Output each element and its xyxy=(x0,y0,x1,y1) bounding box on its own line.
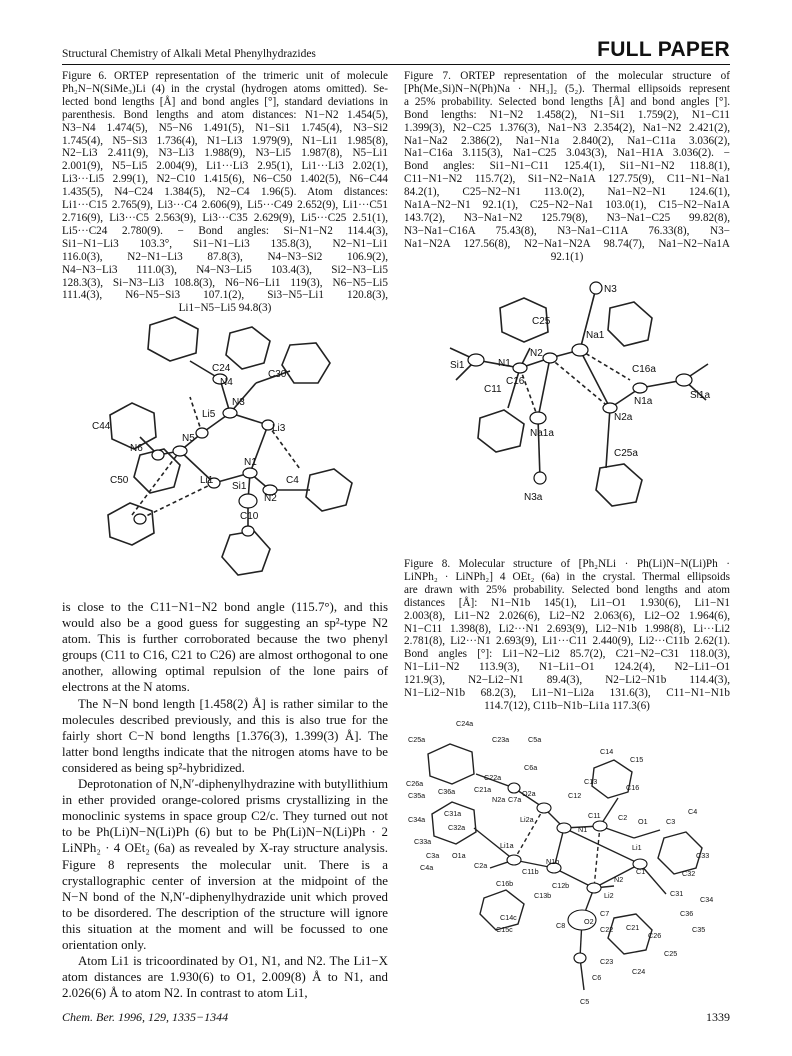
f8-label-c2a: C2a xyxy=(474,861,488,870)
f8-label-c4a: C4a xyxy=(420,863,434,872)
f8-label-c5a: C5a xyxy=(528,735,542,744)
figure8-caption-line: LiNPh₂ · LiNPh₂] 4 OEt₂ (6a) in the crystal. Thermal ellipsoids xyxy=(404,570,730,583)
figure8-caption-line: 121.9(3), N2−Li2−N1 89.4(3), N2−Li2−N1b 114.4(3), xyxy=(404,674,730,687)
f8-label-c22a: C22a xyxy=(484,773,502,782)
f8-label-n1: N1 xyxy=(578,825,588,834)
f8-label-c14: C14 xyxy=(600,747,614,756)
f8-label-c34a: C34a xyxy=(408,815,426,824)
f8-label-c2: C2 xyxy=(618,813,628,822)
f7-label-na1a: Na1a xyxy=(530,428,554,439)
figure8-caption-line: N1−Li2−N1b 68.2(3), Li1−N1−Li2a 131.6(3), C11−N1−N1b xyxy=(404,687,730,700)
f8-label-c21: C21 xyxy=(626,923,640,932)
f6-label-n1: N1 xyxy=(244,457,257,468)
f7-label-c16a: C16a xyxy=(632,364,656,375)
f8-label-c23a: C23a xyxy=(492,735,510,744)
f6-label-n6: N6 xyxy=(130,443,143,454)
figure6-caption-line: 116.0(3), N2−N1−Li3 87.8(3), N4−N3−Si2 106.9(2), xyxy=(62,250,388,263)
figure7-caption-line: C11−N1−N2 115.7(2), Si1−N2−Na1A 127.75(9), C11−N1−Na1 xyxy=(404,173,730,186)
f8-label-c15c: C15c xyxy=(496,925,513,934)
figure7-caption-line: Na1−Na2 2.386(2), Na1−N1a 2.840(2), Na1−C11a 3.036(2), xyxy=(404,134,730,147)
f8-label-c7a: C7a xyxy=(508,795,522,804)
f8-label-c1: C1 xyxy=(636,867,646,876)
f8-label-n2: N2 xyxy=(614,875,624,884)
figure6-caption-line: 2.001(9), N5−Li5 2.004(9), Li1···Li3 2.95(1), Li1···Li3 2.02(1), xyxy=(62,160,388,173)
figure7-caption-line: a 25% probability. Selected bond lengths [Å] and bond angles [°]. xyxy=(404,95,730,108)
f8-label-c22: C22 xyxy=(600,925,614,934)
figure8-caption-line: Figure 8. Molecular structure of [Ph₂NLi · Ph(Li)N−N(Li)Ph · xyxy=(404,558,730,570)
figure6-caption xyxy=(62,70,388,315)
f8-label-o1a: O1a xyxy=(452,851,466,860)
f7-label-na1: Na1 xyxy=(586,330,605,341)
f8-label-c36: C36 xyxy=(680,909,694,918)
f7-label-c25a: C25a xyxy=(614,448,638,459)
figure6-caption-line: Li1···C15 2.765(9), Li3···C4 2.606(9), Li5···C49 2.652(9), Li1···C51 xyxy=(62,199,388,212)
f8-label-c36a: C36a xyxy=(438,787,456,796)
figure8-molecular-structure xyxy=(404,718,730,1008)
f8-label-c25a: C25a xyxy=(408,735,426,744)
figure7-caption-line: 1.399(3), N2−C25 1.376(3), Na1−N3 2.354(2), Na1−N2 2.421(2), xyxy=(404,121,730,134)
figure8-caption-last-line: 114.7(12), C11b−N1b−Li1a 117.3(6) xyxy=(484,699,650,712)
f6-label-li3: Li3 xyxy=(272,423,286,434)
figure8-caption-line: 2.781(8), Li2···N1 2.693(9), Li1···C11 2.440(9), Li2···C11b 2.62(1). xyxy=(404,635,730,648)
f8-label-c12b: C12b xyxy=(552,881,570,890)
f7-label-n2: N2 xyxy=(530,348,543,359)
f8-label-c33a: C33a xyxy=(414,837,432,846)
f8-label-li2: Li2 xyxy=(604,891,614,900)
f8-label-c33: C33 xyxy=(696,851,710,860)
f8-label-c24a: C24a xyxy=(456,719,474,728)
f7-label-n1: N1 xyxy=(498,358,511,369)
f6-label-n5: N5 xyxy=(182,433,195,444)
f6-label-n2: N2 xyxy=(264,493,277,504)
figure6-caption-line: N3−N4 1.474(5), N5−N6 1.491(5), N1−Si1 1.745(4), N3−Si2 xyxy=(62,121,388,134)
f6-label-n4: N4 xyxy=(220,377,233,388)
page-number: 1339 xyxy=(706,1010,730,1024)
f6-label-si1: Si1 xyxy=(232,481,247,492)
figure7-caption-line: Na1−N2A 127.56(8), N2−Na1−N2A 98.74(7), Na1−N2−Na1A xyxy=(404,237,730,250)
figure7-caption-line: Bond angles: Si1−N1−C11 125.4(1), Si1−N1−N2 118.8(1), xyxy=(404,160,730,173)
f8-label-c16: C16 xyxy=(626,783,640,792)
f8-label-c31: C31 xyxy=(670,889,684,898)
f8-label-li1a: Li1a xyxy=(500,841,514,850)
f8-label-c24: C24 xyxy=(632,967,646,976)
figure6-caption-line: 2.716(9), Li3···C5 2.563(9), Li3···C35 2.629(9), Li5···C25 2.51(1), xyxy=(62,211,388,224)
f8-label-c11b: C11b xyxy=(522,867,539,876)
figure6-caption-line: 1.745(4), N5−Si3 1.736(4), N1−Li3 1.979(9), N1−Li1 1.985(8), xyxy=(62,134,388,147)
figure6-caption-line: parenthesis. Bond lengths and atom distances: N1−N2 1.454(5), xyxy=(62,108,388,121)
f6-label-c50: C50 xyxy=(110,475,129,486)
f8-label-c32a: C32a xyxy=(448,823,466,832)
f8-label-c31a: C31a xyxy=(444,809,462,818)
f6-label-c4: C4 xyxy=(286,475,299,486)
f8-label-c21a: C21a xyxy=(474,785,492,794)
f8-label-c7: C7 xyxy=(600,909,610,918)
f6-label-c24: C24 xyxy=(212,363,231,374)
header-rule xyxy=(62,64,730,65)
figure7-caption-line: N3−Na1−C16A 75.43(8), N3−Na1−C11A 76.33(8), N3− xyxy=(404,224,730,237)
figure8-caption xyxy=(404,558,730,713)
body-paragraph: is close to the C11−N1−N2 bond angle (115.7°), and this would also be a good guess for suggesting an sp²-type N2 atom. This is further corroborated because the two phenyl groups (C11 to C16, C21 to C26) are almost orthogonal to one another, allowing optimal repulsion of the lone pairs of electrons at the N atoms. xyxy=(62,600,388,695)
f7-label-si1a: Si1a xyxy=(690,390,711,401)
f8-label-c15: C15 xyxy=(630,755,644,764)
f8-label-c11: C11 xyxy=(588,811,601,820)
figure8-caption-line: 2.003(8), Li1−N2 2.026(6), Li2−N2 2.063(6), Li2−O2 1.964(6), xyxy=(404,609,730,622)
figure7-caption-line: Bond lengths: N1−N2 1.458(2), N1−Si1 1.759(2), N1−C11 xyxy=(404,108,730,121)
f8-label-n1b: N1b xyxy=(546,857,560,866)
f8-label-li2a: Li2a xyxy=(520,815,534,824)
section-label: FULL PAPER xyxy=(597,38,730,61)
f7-label-c16: C16 xyxy=(506,376,525,387)
f8-label-c35a: C35a xyxy=(408,791,426,800)
f8-label-c16b: C16b xyxy=(496,879,514,888)
figure7-caption-line: Na1−C16a 3.115(3), Na1−C25 3.043(3), Na1−H1A 3.036(2). − xyxy=(404,147,730,160)
body-paragraph: Atom Li1 is tricoordinated by O1, N1, and N2. The Li1−X atom distances are 1.930(6) to O1, 2.009(8) Å to N1, and 2.026(6) Å to atom N2. In contrast to atom Li1, xyxy=(62,954,388,1001)
body-paragraph: The N−N bond length [1.458(2) Å] is rather similar to the molecules described previously, and this is also true for the fairly short C−N bond lengths [1.376(3), 1.399(3) Å]. The latter bond lengths indicate that the nitrogen atoms have to be considered as being sp²-hybridized. xyxy=(62,696,388,775)
f8-label-o2a: O2a xyxy=(522,789,536,798)
f7-label-c25: C25 xyxy=(532,316,551,327)
f8-label-c8: C8 xyxy=(556,921,566,930)
figure6-caption-line: 1.435(5), N4−C24 1.384(5), N2−C4 1.96(5). Atom distances: xyxy=(62,186,388,199)
figure6-caption-line: Li3···Li5 2.99(1), N2−C10 1.415(6), N6−C50 1.402(5), N6−C44 xyxy=(62,173,388,186)
running-title: Structural Chemistry of Alkali Metal Phenylhydrazides xyxy=(62,48,316,60)
body-paragraph: Deprotonation of N,N′-diphenylhydrazine with butyllithium in ether provided orange-colored prisms crystallizing in the monoclinic systems in space group C2/c. They turned out not to be Ph(Li)N−N(Li)Ph (6) but to be Ph(Li)N−N(Li)Ph · 2 LiNPh₂ · 4 OEt₂ (6a) as revealed by X-ray structure analysis. Figure 8 represents the molecular unit. There is a crystallographic center of inversion at the midpoint of the N−N bond of the N,N′-diphenylhydrazide unit which proved to be disordered. The description of the structure will ignore this situation at the moment and will be focussed to one orientation only. xyxy=(62,777,388,952)
f8-label-c5: C5 xyxy=(580,997,590,1006)
f8-label-c32: C32 xyxy=(682,869,696,878)
f7-label-si1: Si1 xyxy=(450,360,465,371)
f7-label-n3a: N3a xyxy=(524,492,543,503)
figure6-caption-last-line: Li1−N5−Li5 94.8(3) xyxy=(178,302,272,315)
figure8-caption-line: Bond angles [°]: Li1−N2−Li2 85.7(2), C21−N2−C31 118.0(3), xyxy=(404,648,730,661)
f8-label-c26a: C26a xyxy=(406,779,424,788)
figure6-caption-line: 111.4(3), N6−N5−Si3 107.1(2), Si3−N5−Li1 120.8(3), xyxy=(62,289,388,302)
f8-label-c12: C12 xyxy=(568,791,582,800)
f8-label-c6a: C6a xyxy=(524,763,538,772)
figure8-caption-line: N1−C11 1.398(8), Li2···N1 2.693(9), Li2−N1b 1.998(8), Li···Li2 xyxy=(404,622,730,635)
f8-label-c3a: C3a xyxy=(426,851,440,860)
f7-label-n2a: N2a xyxy=(614,412,633,423)
figure7-caption-last-line: 92.1(1) xyxy=(550,250,584,263)
f8-label-li1: Li1 xyxy=(632,843,642,852)
f8-label-c35: C35 xyxy=(692,925,706,934)
figure7-caption-line: 84.2(1), C25−N2−N1 113.0(2), Na1−N2−N1 124.6(1), xyxy=(404,186,730,199)
f8-label-c4: C4 xyxy=(688,807,698,816)
figure8-caption-line: are drawn with 25% probability. Selected bond lengths and atom xyxy=(404,583,730,596)
f8-label-c23: C23 xyxy=(600,957,614,966)
f8-label-c14c: C14c xyxy=(500,913,517,922)
figure7-caption xyxy=(404,70,730,264)
figure6-caption-line: 128.3(3), Si−N3−Li3 108.8(3), N6−N6−Li1 119(3), N6−N5−Li5 xyxy=(62,276,388,289)
f7-label-n3: N3 xyxy=(604,284,617,295)
f7-label-n1a: N1a xyxy=(634,396,653,407)
f8-label-c3: C3 xyxy=(666,817,676,826)
f8-label-o1: O1 xyxy=(638,817,648,826)
f6-label-c44: C44 xyxy=(92,421,111,432)
f6-label-li1: Li1 xyxy=(200,475,214,486)
f8-label-c13: C13 xyxy=(584,777,598,786)
f8-label-c25: C25 xyxy=(664,949,678,958)
figure6-caption-line: Ph₂N−N(SiMe₃)Li (4) in the crystal (hydrogen atoms omitted). Se- xyxy=(62,82,388,95)
journal-citation: Chem. Ber. 1996, 129, 1335−1344 xyxy=(62,1010,229,1024)
f6-label-c10: C10 xyxy=(240,511,259,522)
f8-label-c13b: C13b xyxy=(534,891,552,900)
f8-label-c34: C34 xyxy=(700,895,714,904)
f6-label-li5: Li5 xyxy=(202,409,216,420)
figure6-caption-line: N2−Li3 2.411(9), N3−Li3 1.988(9), N3−Li5 1.987(8), N5−Li1 xyxy=(62,147,388,160)
f8-label-c6: C6 xyxy=(592,973,602,982)
body-text-column xyxy=(62,599,388,1001)
f6-label-c30: C30 xyxy=(268,369,287,380)
f8-label-o2: O2 xyxy=(584,917,594,926)
f8-label-c26: C26 xyxy=(648,931,662,940)
figure7-caption-line: 143.7(2), N3−Na1−N2 125.79(8), N3−Na1−C25 99.82(8), xyxy=(404,211,730,224)
figure6-caption-line: Si1−N1−Li3 103.3°, Si1−N1−Li3 135.8(3), N2−N1−Li1 xyxy=(62,237,388,250)
figure6-caption-line: Figure 6. ORTEP representation of the trimeric unit of molecule xyxy=(62,70,388,82)
figure6-ortep-drawing xyxy=(80,305,390,595)
f7-label-c11: C11 xyxy=(484,384,502,395)
f8-label-n2a: N2a xyxy=(492,795,506,804)
figure6-caption-line: N4−N3−Li3 111.0(3), N4−N3−Li5 103.4(3), Si2−N3−Li5 xyxy=(62,263,388,276)
figure7-caption-line: Na1A−N2−N1 92.1(1), C25−N2−Na1 103.0(1), C15−N2−Na1A xyxy=(404,199,730,212)
figure6-caption-line: Li5···C24 2.780(9). − Bond angles: Si−N1−N2 114.4(3), xyxy=(62,224,388,237)
figure6-caption-line: lected bond lengths [Å] and bond angles [°], standard deviations in xyxy=(62,95,388,108)
figure7-caption-line: [Ph(Me₃Si)N−N(Ph)Na · NH₃]₂ (5₂). Thermal ellipsoids represent xyxy=(404,82,730,95)
figure7-ortep-drawing xyxy=(420,268,730,548)
figure8-caption-line: N1−Li1−N2 113.9(3), N1−Li1−O1 124.2(4), N2−Li1−O1 xyxy=(404,661,730,674)
figure8-caption-line: distances [Å]: N1−N1b 145(1), Li1−O1 1.930(6), Li1−N1 xyxy=(404,596,730,609)
figure7-caption-line: Figure 7. ORTEP representation of the molecular structure of xyxy=(404,70,730,82)
f6-label-n3: N3 xyxy=(232,397,245,408)
